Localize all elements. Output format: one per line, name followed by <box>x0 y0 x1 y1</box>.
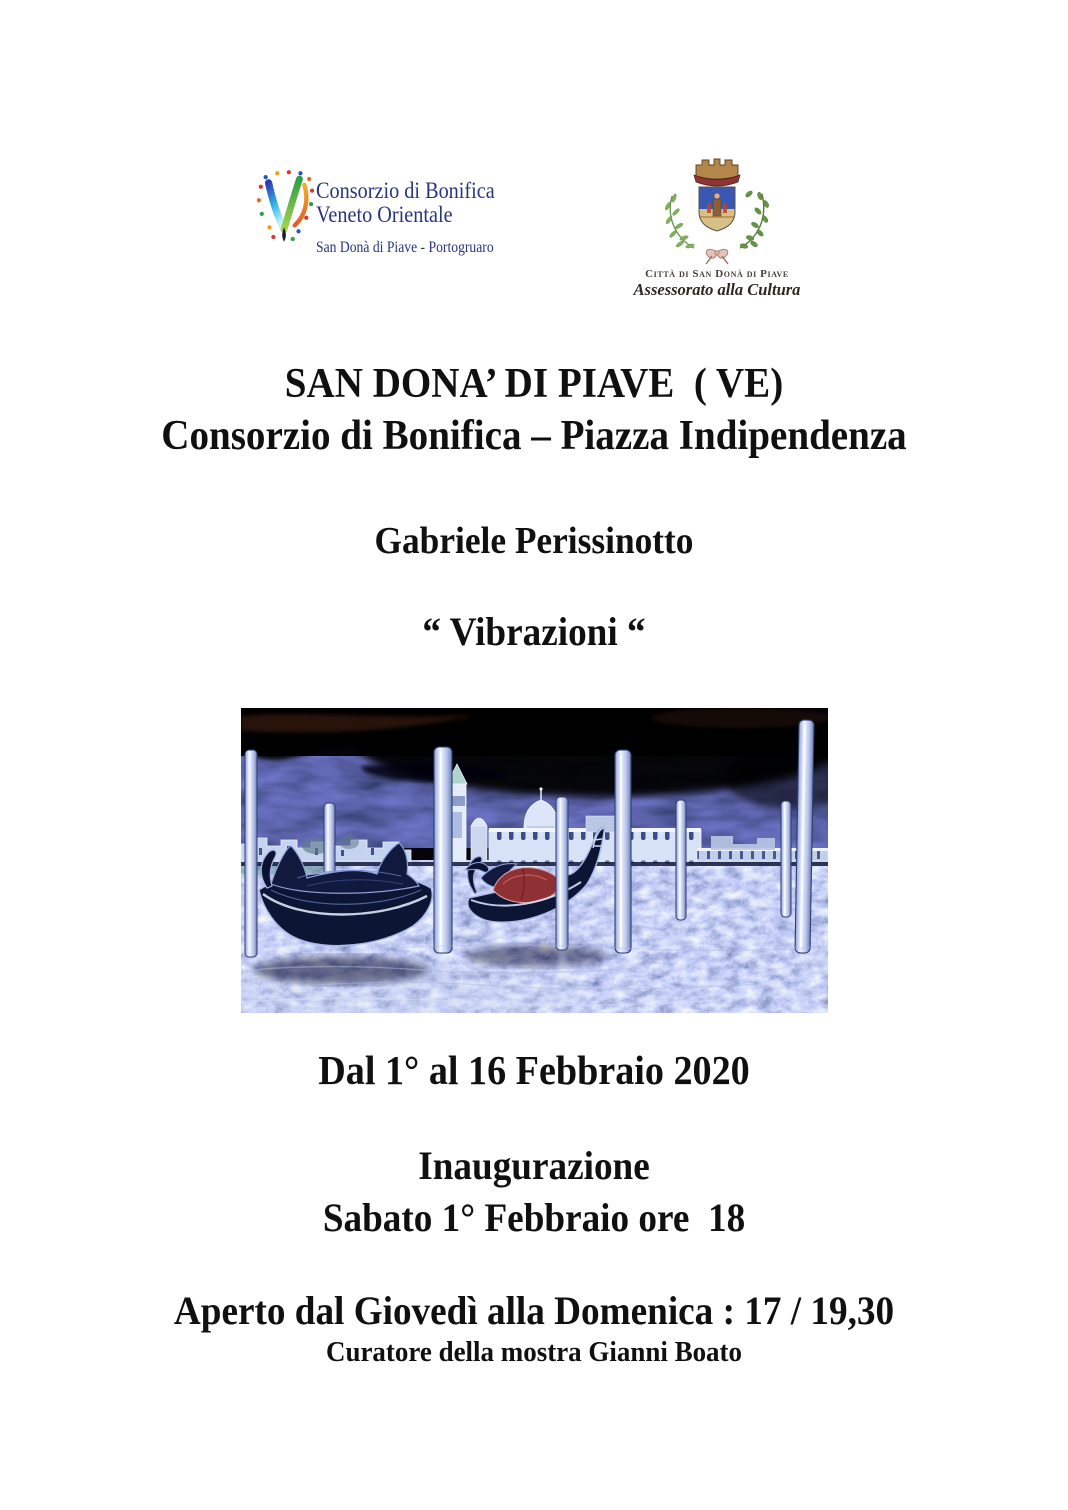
exhibition-title: “ Vibrazioni “ <box>422 609 646 654</box>
comune-caption-city: Città di San Donà di Piave <box>645 268 789 280</box>
artwork-image <box>241 708 828 1013</box>
heading-line-1: SAN DONA’ DI PIAVE ( VE) <box>284 361 784 407</box>
artist-name: Gabriele Perissinotto <box>374 520 694 562</box>
comune-crest-icon <box>652 156 782 268</box>
consorzio-name-line2: Veneto Orientale <box>316 201 453 227</box>
consorzio-logo <box>256 168 519 257</box>
date-range: Dal 1° al 16 Febbraio 2020 <box>318 1047 750 1093</box>
consorzio-name-line1: Consorzio di Bonifica <box>316 178 495 203</box>
opening-title: Inaugurazione <box>418 1143 650 1188</box>
opening-hours: Aperto dal Giovedì alla Domenica : 17 / 19,30 <box>173 1288 895 1333</box>
comune-logo <box>612 156 822 299</box>
consorzio-subtitle: San Donà di Piave - Portogruaro <box>316 239 494 257</box>
comune-caption-dept: Assessorato alla Cultura <box>633 280 801 300</box>
opening-datetime: Sabato 1° Febbraio ore 18 <box>322 1195 746 1240</box>
curator-line: Curatore della mostra Gianni Boato <box>325 1336 743 1368</box>
heading-line-2: Consorzio di Bonifica – Piazza Indipendenza <box>161 413 907 459</box>
consorzio-logo-icon <box>256 168 314 250</box>
